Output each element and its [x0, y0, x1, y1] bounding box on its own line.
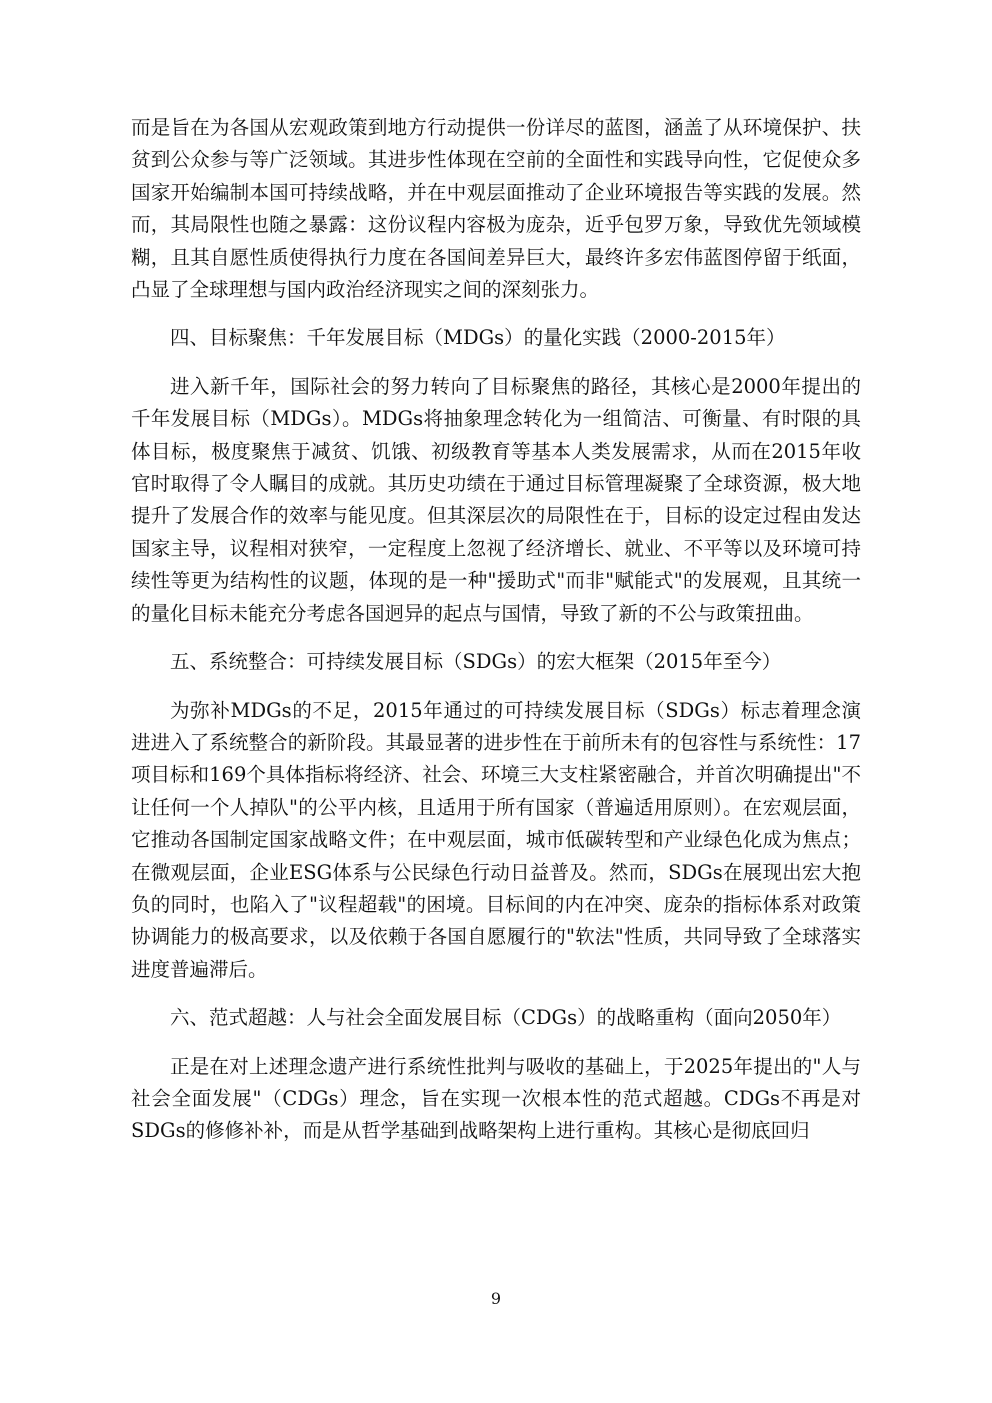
section-heading-sdgs: 五、系统整合：可持续发展目标（SDGs）的宏大框架（2015年至今）: [170, 650, 782, 674]
section-heading-mdgs: 四、目标聚焦：千年发展目标（MDGs）的量化实践（2000-2015年）: [170, 326, 786, 350]
page-number: 9: [490, 1289, 502, 1308]
paragraph-agenda21-evaluation: 而是旨在为各国从宏观政策到地方行动提供一份详尽的蓝图，涵盖了从环境保护、扶贫到公众参与等广泛领域。其进步性体现在空前的全面性和实践导向性，它促使众多国家开始编制本国可持续战略，并在中观层面推动了企业环境报告等实践的发展。然而，其局限性也随之暴露：这份议程内容极为庞杂，近乎包罗万象，导致优先领域模糊，且其自愿性质使得执行力度在各国间差异巨大，最终许多宏伟蓝图停留于纸面，凸显了全球理想与国内政治经济现实之间的深刻张力。: [131, 116, 861, 302]
paragraph-sdgs: 为弥补MDGs的不足，2015年通过的可持续发展目标（SDGs）标志着理念演进进入了系统整合的新阶段。其最显著的进步性在于前所未有的包容性与系统性：17项目标和169个具体指标将经济、社会、环境三大支柱紧密融合，并首次明确提出"不让任何一个人掉队"的公平内核，且适用于所有国家（普遍适用原则）。在宏观层面，它推动各国制定国家战略文件；在中观层面，城市低碳转型和产业绿色化成为焦点；在微观层面，企业ESG体系与公民绿色行动日益普及。然而，SDGs在展现出宏大抱负的同时，也陷入了"议程超载"的困境。目标间的内在冲突、庞杂的指标体系对政策协调能力的极高要求，以及依赖于各国自愿履行的"软法"性质，共同导致了全球落实进度普遍滞后。: [131, 698, 861, 981]
paragraph-mdgs: 进入新千年，国际社会的努力转向了目标聚焦的路径，其核心是2000年提出的千年发展目标（MDGs）。MDGs将抽象理念转化为一组简洁、可衡量、有时限的具体目标，极度聚焦于减贫、饥饿、初级教育等基本人类发展需求，从而在2015年收官时取得了令人瞩目的成就。其历史功绩在于通过目标管理凝聚了全球资源，极大地提升了发展合作的效率与能见度。但其深层次的局限性在于，目标的设定过程由发达国家主导，议程相对狭窄，一定程度上忽视了经济增长、就业、不平等以及环境可持续性等更为结构性的议题，体现的是一种"援助式"而非"赋能式"的发展观，且其统一的量化目标未能充分考虑各国迥异的起点与国情，导致了新的不公与政策扭曲。: [131, 374, 861, 625]
section-heading-cdgs: 六、范式超越：人与社会全面发展目标（CDGs）的战略重构（面向2050年）: [170, 1006, 842, 1030]
page-body: [131, 112, 861, 1148]
paragraph-cdgs: 正是在对上述理念遗产进行系统性批判与吸收的基础上，于2025年提出的"人与社会全面发展"（CDGs）理念，旨在实现一次根本性的范式超越。CDGs不再是对SDGs的修修补补，而是从哲学基础到战略架构上进行重构。其核心是彻底回归: [131, 1054, 861, 1143]
